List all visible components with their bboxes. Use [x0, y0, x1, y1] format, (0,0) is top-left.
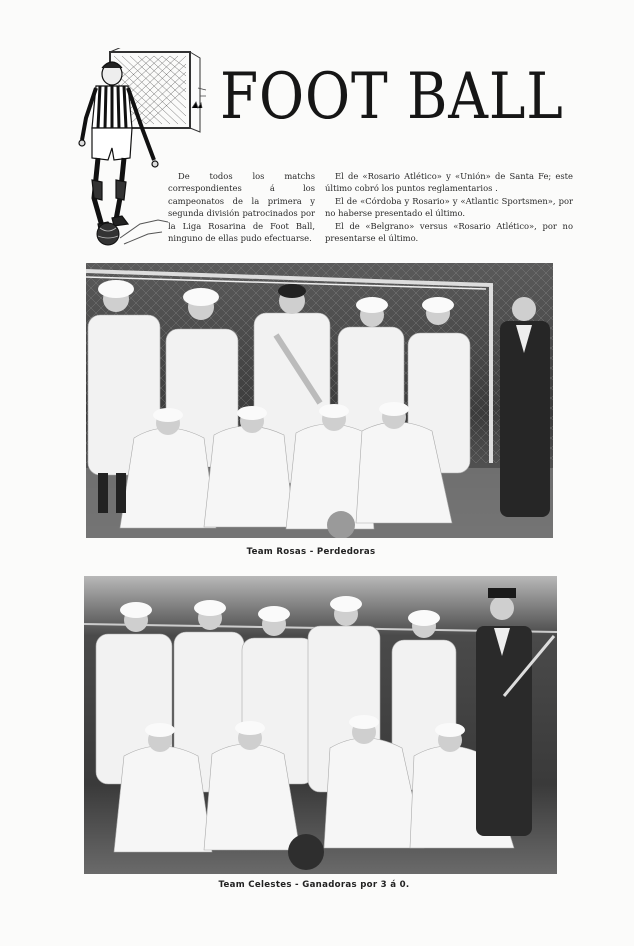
article-column-left: De todos los matchs correspondientes á los campeonatos de la primera y segunda división patrocinados por la Liga Rosarina de Foot Ball, ninguno de ellas pudo efectuarse.	[168, 171, 315, 244]
article-paragraph: El de «Rosario Atlético» y «Unión» de Santa Fe; este último cobró los puntos reglamentarios .	[325, 171, 573, 194]
page-title: FOOT BALL	[220, 60, 564, 134]
team-rosas-photo	[86, 263, 553, 538]
photo-caption: Team Rosas - Perdedoras	[246, 547, 376, 557]
photo-caption: Team Celestes - Ganadoras por 3 á 0.	[218, 880, 410, 890]
article-column-right	[325, 170, 573, 244]
team-celestes-photo	[84, 576, 557, 874]
article-paragraph: El de «Belgrano» versus «Rosario Atlético», por no presentarse el último.	[325, 220, 573, 244]
article-paragraph: El de «Córdoba y Rosario» y «Atlantic Sportsmen», por no haberse presentado el último.	[325, 195, 573, 219]
